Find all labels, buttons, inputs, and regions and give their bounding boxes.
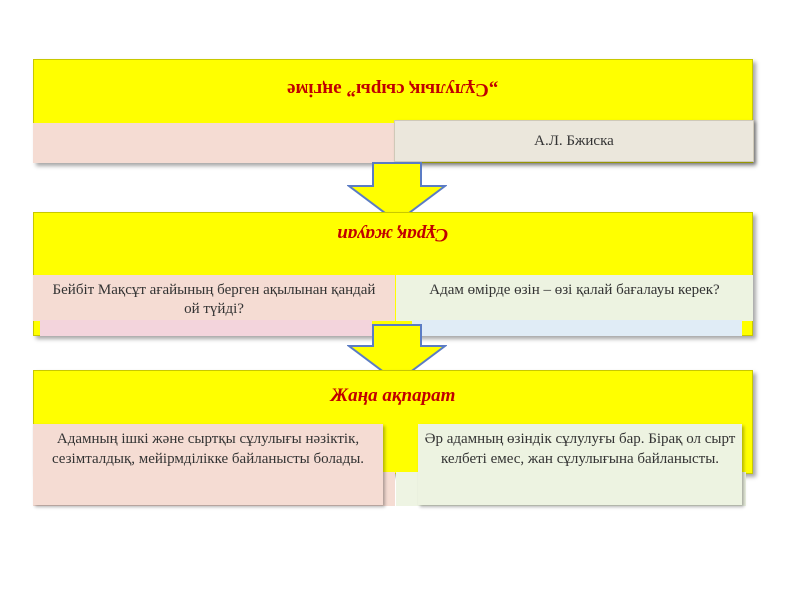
- author-cell: [394, 120, 754, 162]
- new-info-right-cell: [418, 424, 742, 505]
- new-info-left-text: Адамның ішкі және сыртқы сұлулығы нәзіктік, сезімталдық, мейірмділікке байланысты болады.: [51, 431, 365, 467]
- new-info-right-text: Әр адамның өзіндік сұлулуғы бар. Бірақ ол сырт келбеті емес, жан сұлулығына байланысты.: [424, 431, 736, 467]
- question-left-cell: [33, 275, 395, 321]
- story-title: „Сұлулық сыры” әңгіме: [287, 79, 499, 100]
- question-answer-title: Сұрақ жауап: [337, 224, 449, 245]
- new-info-title: Жаңа ақпарат: [330, 385, 456, 406]
- story-left-cell: [33, 123, 395, 163]
- question-left: Бейбіт Мақсұт ағайының берген ақылынан қандай ой түйді?: [52, 282, 376, 317]
- question-right-cell: [396, 275, 753, 321]
- author-name: А.Л. Бжиска: [534, 133, 614, 149]
- question-left-lower: [40, 320, 372, 336]
- new-info-left-cell: [33, 424, 383, 505]
- question-right-lower: [412, 320, 742, 336]
- question-right: Адам өмірде өзін – өзі қалай бағалауы керек?: [429, 282, 720, 298]
